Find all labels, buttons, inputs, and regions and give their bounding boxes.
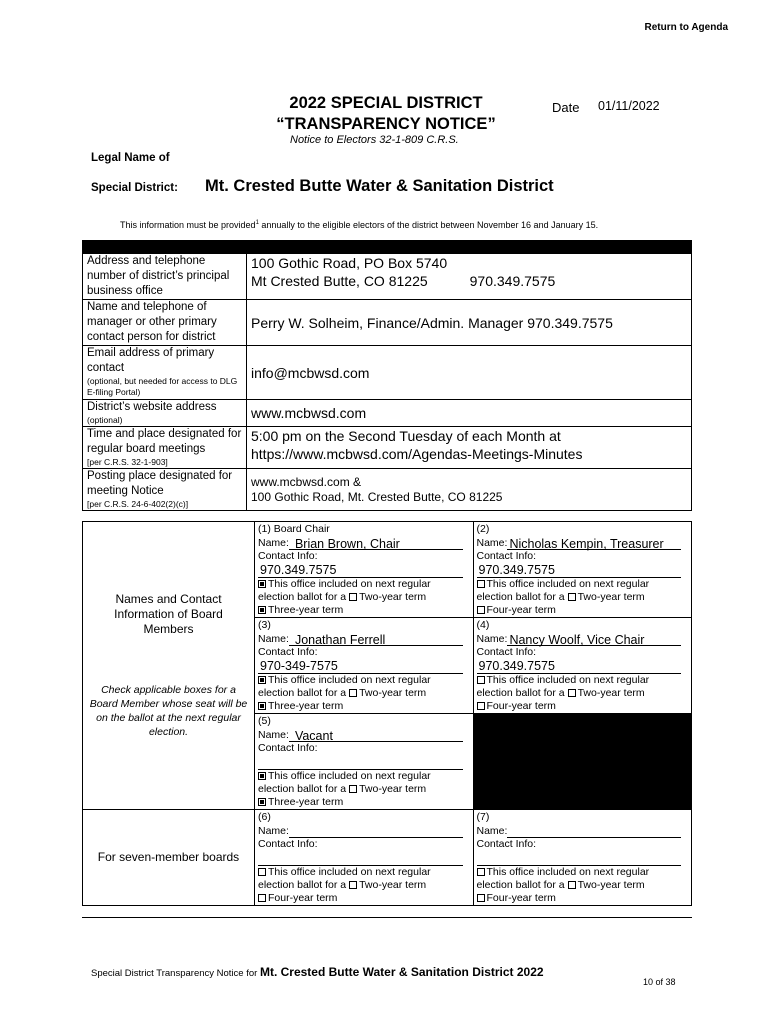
two-year-label: Two-year term: [359, 591, 427, 603]
contact-field[interactable]: 970.349.7575: [258, 563, 463, 578]
board-label: Names and Contact Information of Board Members: [114, 592, 223, 636]
long-term-checkbox[interactable]: [258, 798, 266, 806]
two-year-label: Two-year term: [359, 783, 427, 795]
name-field[interactable]: [289, 536, 463, 550]
name-label: Name:: [258, 537, 289, 549]
table-header-bar: [83, 241, 692, 254]
seat-number: (5): [258, 715, 271, 727]
ballot-row: [258, 879, 473, 892]
name-field[interactable]: [289, 632, 463, 646]
contact-field[interactable]: 970.349.7575: [477, 659, 682, 674]
two-year-checkbox[interactable]: [568, 593, 576, 601]
office-checkbox-row: [477, 674, 692, 687]
name-label: Name:: [258, 825, 289, 837]
seat-number: (4): [476, 619, 490, 631]
long-term-row: [258, 796, 473, 809]
contact-label: Contact Info:: [258, 838, 318, 850]
two-year-checkbox[interactable]: [568, 881, 576, 889]
row-label: Address and telephone number of district’s principal business office: [83, 254, 247, 300]
board-seat-6: [255, 810, 474, 906]
ballot-text: election ballot for a: [258, 591, 347, 603]
meeting-time: 5:00 pm on the Second Tuesday of each Month at: [251, 428, 561, 444]
long-term-label: Four-year term: [486, 892, 556, 904]
office-checkbox[interactable]: [258, 580, 266, 588]
posting-place-1: www.mcbwsd.com &: [251, 474, 362, 489]
long-term-row: [258, 892, 473, 905]
footer-district: Mt. Crested Butte Water & Sanitation District 2022: [259, 965, 544, 979]
name-row: [477, 824, 692, 838]
table-row: [83, 254, 692, 300]
name-field[interactable]: [507, 824, 681, 838]
address-city: Mt Crested Butte, CO 81225: [251, 273, 428, 289]
page-title: [258, 93, 514, 135]
ballot-row: [258, 591, 473, 604]
row-note: [per C.R.S. 32-1-903]: [87, 457, 168, 467]
two-year-label: Two-year term: [577, 687, 645, 699]
long-term-checkbox[interactable]: [258, 702, 266, 710]
two-year-checkbox[interactable]: [349, 689, 357, 697]
long-term-row: [477, 604, 692, 617]
table-row: [83, 346, 692, 400]
office-checkbox[interactable]: [258, 676, 266, 684]
row-note: [per C.R.S. 24-6-402(2)(c)]: [87, 499, 189, 509]
board-seat-7: [473, 810, 692, 906]
board-label-cell: [83, 522, 255, 810]
long-term-checkbox[interactable]: [258, 894, 266, 902]
board-seat-3: [255, 618, 474, 714]
long-term-label: Four-year term: [486, 604, 556, 616]
ballot-text: election ballot for a: [258, 783, 347, 795]
date-label: Date: [552, 100, 580, 115]
office-text: This office included on next regular: [486, 674, 650, 686]
ballot-text: election ballot for a: [476, 687, 565, 699]
name-field[interactable]: [507, 536, 681, 550]
row-value: [247, 427, 692, 469]
long-term-row: [258, 700, 473, 713]
member-name: Brian Brown, Chair: [294, 537, 400, 551]
contact-field[interactable]: [477, 851, 682, 866]
two-year-checkbox[interactable]: [349, 785, 357, 793]
row-note: (optional): [87, 415, 123, 425]
footer: [91, 965, 544, 979]
contact-label: Contact Info:: [476, 838, 537, 850]
ballot-text: election ballot for a: [258, 687, 347, 699]
board-instructions: Check applicable boxes for a Board Member whose seat will be on the ballot at the next regular election.: [89, 684, 248, 738]
row-label: [83, 400, 247, 427]
address-line-1: 100 Gothic Road, PO Box 5740: [251, 255, 448, 271]
contact-label: Contact Info:: [258, 550, 318, 562]
info-text: [120, 220, 598, 230]
member-name: Nicholas Kempin, Treasurer: [509, 537, 664, 551]
seat-number: (1) Board Chair: [258, 523, 330, 535]
district-name: Mt. Crested Butte Water & Sanitation District: [205, 177, 554, 195]
row-label-text: Email address of primary contact: [87, 347, 215, 374]
board-seat-4: [473, 618, 692, 714]
legal-name-label-1: Legal Name of: [91, 152, 170, 164]
date-value: 01/11/2022: [598, 99, 660, 113]
footer-text: Special District Transparency Notice for: [91, 968, 258, 979]
table-row: [83, 427, 692, 469]
long-term-checkbox[interactable]: [258, 606, 266, 614]
contact-label: Contact Info:: [258, 646, 318, 658]
board-members-table: [82, 521, 692, 906]
row-label-text: District’s website address: [87, 401, 217, 413]
member-name: Vacant: [294, 729, 333, 743]
return-to-agenda-link[interactable]: Return to Agenda: [644, 22, 728, 33]
office-text: This office included on next regular: [268, 770, 431, 782]
seat-number: (2): [476, 523, 490, 535]
row-label: [83, 346, 247, 400]
contact-label: Contact Info:: [476, 646, 537, 658]
office-text: This office included on next regular: [268, 866, 431, 878]
title-line-2: “TRANSPARENCY NOTICE”: [276, 115, 496, 133]
row-value: [247, 469, 692, 511]
two-year-checkbox[interactable]: [349, 881, 357, 889]
long-term-label: Four-year term: [486, 700, 556, 712]
name-field[interactable]: [507, 632, 681, 646]
name-row: [477, 632, 692, 646]
meeting-place: https://www.mcbwsd.com/Agendas-Meetings-Minutes: [251, 446, 583, 462]
name-row: [258, 824, 473, 838]
legal-name-label-2: Special District:: [91, 182, 178, 194]
name-row: [258, 728, 473, 742]
row-label: [83, 469, 247, 511]
long-term-label: Three-year term: [268, 796, 344, 808]
long-term-row: [477, 892, 692, 905]
office-checkbox[interactable]: [477, 580, 485, 588]
name-row: [477, 536, 692, 550]
seat-number: (7): [476, 811, 490, 823]
row-label: Name and telephone of manager or other primary contact person for district: [83, 300, 247, 346]
contact-field[interactable]: [258, 851, 463, 866]
office-phone: 970.349.7575: [469, 273, 556, 289]
long-term-checkbox[interactable]: [477, 894, 485, 902]
name-label: Name:: [476, 633, 508, 645]
name-label: Name:: [258, 633, 289, 645]
table-row: [83, 810, 692, 906]
row-label: [83, 427, 247, 469]
office-checkbox[interactable]: [258, 772, 266, 780]
contact-label: Contact Info:: [258, 742, 318, 754]
row-label-text: Time and place designated for regular board meetings: [87, 428, 242, 455]
info-text-post: annually to the eligible electors of the district between November 16 and January 15.: [258, 220, 599, 230]
seat-number: (6): [258, 811, 271, 823]
name-label: Name:: [258, 729, 289, 741]
office-checkbox[interactable]: [477, 868, 485, 876]
district-info-table: [82, 240, 692, 511]
ballot-row: [477, 591, 692, 604]
contact-field[interactable]: 970-349-7575: [258, 659, 463, 674]
blacked-out-cell: [473, 714, 692, 810]
two-year-label: Two-year term: [577, 879, 645, 891]
row-value: info@mcbwsd.com: [247, 346, 692, 400]
office-checkbox[interactable]: [258, 868, 266, 876]
divider: [82, 917, 692, 918]
name-field[interactable]: [289, 728, 463, 742]
contact-field[interactable]: 970.349.7575: [477, 563, 682, 578]
two-year-checkbox[interactable]: [568, 689, 576, 697]
office-text: This office included on next regular: [268, 674, 431, 686]
table-row: [83, 300, 692, 346]
row-value: [247, 254, 692, 300]
long-term-row: [258, 604, 473, 617]
seat-number: (3): [258, 619, 271, 631]
board-seat-2: [473, 522, 692, 618]
office-checkbox-row: [258, 578, 473, 591]
office-checkbox-row: [477, 866, 692, 879]
long-term-checkbox[interactable]: [477, 702, 485, 710]
seven-member-label: For seven-member boards: [83, 810, 255, 906]
ballot-row: [477, 687, 692, 700]
member-name: Nancy Woolf, Vice Chair: [509, 633, 645, 647]
board-seat-5: [255, 714, 474, 810]
contact-field[interactable]: [258, 755, 463, 770]
address-line-2: [251, 272, 691, 290]
name-row: [258, 536, 473, 550]
row-value: www.mcbwsd.com: [247, 400, 692, 427]
long-term-label: Four-year term: [268, 892, 338, 904]
two-year-label: Two-year term: [577, 591, 645, 603]
ballot-row: [258, 687, 473, 700]
ballot-text: election ballot for a: [476, 879, 565, 891]
posting-place-2: 100 Gothic Road, Mt. Crested Butte, CO 81225: [251, 489, 503, 504]
long-term-label: Three-year term: [268, 604, 344, 616]
table-row: [83, 400, 692, 427]
title-line-1: 2022 SPECIAL DISTRICT: [289, 94, 483, 112]
ballot-row: [477, 879, 692, 892]
name-label: Name:: [476, 825, 508, 837]
page-number: 10 of 38: [643, 977, 676, 987]
office-checkbox-row: [258, 770, 473, 783]
board-seat-1: [255, 522, 474, 618]
ballot-text: election ballot for a: [258, 879, 347, 891]
two-year-checkbox[interactable]: [349, 593, 357, 601]
long-term-checkbox[interactable]: [477, 606, 485, 614]
name-label: Name:: [476, 537, 508, 549]
two-year-label: Two-year term: [359, 879, 427, 891]
subtitle: Notice to Electors 32-1-809 C.R.S.: [290, 134, 459, 146]
name-row: [258, 632, 473, 646]
row-value: Perry W. Solheim, Finance/Admin. Manager 970.349.7575: [247, 300, 692, 346]
row-label-text: Posting place designated for meeting Notice: [87, 470, 233, 497]
ballot-row: [258, 783, 473, 796]
member-name: Jonathan Ferrell: [294, 633, 386, 647]
long-term-row: [477, 700, 692, 713]
contact-label: Contact Info:: [476, 550, 537, 562]
office-checkbox-row: [258, 674, 473, 687]
office-text: This office included on next regular: [268, 578, 431, 590]
office-text: This office included on next regular: [486, 866, 650, 878]
office-text: This office included on next regular: [486, 578, 650, 590]
name-field[interactable]: [289, 824, 463, 838]
table-row: [83, 522, 692, 618]
two-year-label: Two-year term: [359, 687, 427, 699]
office-checkbox[interactable]: [477, 676, 485, 684]
table-row: [83, 469, 692, 511]
office-checkbox-row: [258, 866, 473, 879]
footnote-marker: 1: [255, 220, 259, 226]
row-note: (optional, but needed for access to DLG E-filing Portal): [87, 376, 238, 397]
ballot-text: election ballot for a: [476, 591, 565, 603]
info-text-pre: This information must be provided: [120, 220, 256, 230]
long-term-label: Three-year term: [268, 700, 344, 712]
office-checkbox-row: [477, 578, 692, 591]
